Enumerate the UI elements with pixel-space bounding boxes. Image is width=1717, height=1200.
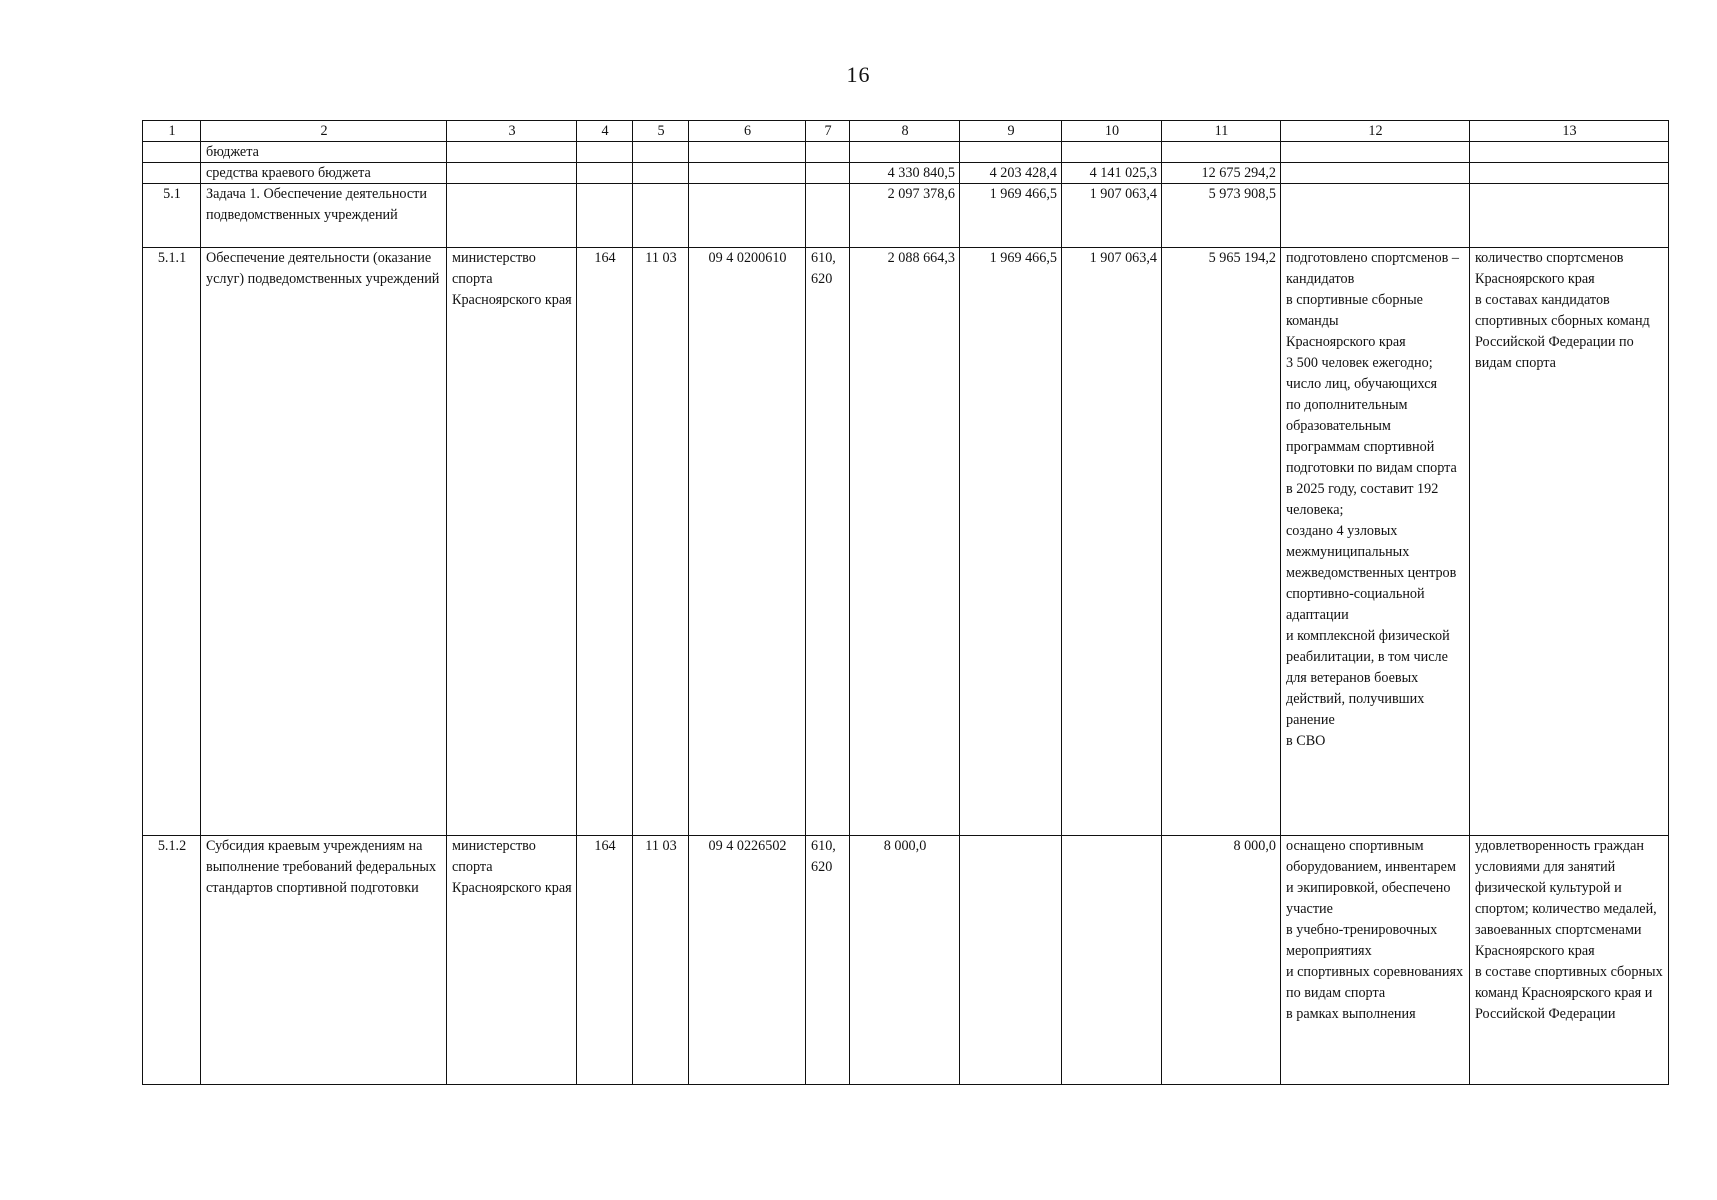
table-cell: 1 969 466,5 xyxy=(960,248,1062,836)
column-number: 5 xyxy=(633,121,689,142)
column-number: 4 xyxy=(577,121,633,142)
column-number: 6 xyxy=(689,121,806,142)
table-cell xyxy=(633,142,689,163)
table-cell: Субсидия краевым учреждениям на выполнение требований федеральных стандартов спортивной подготовки xyxy=(201,836,447,1085)
table-cell: министерство спорта Красноярского края xyxy=(447,248,577,836)
table-cell: 5.1 xyxy=(143,184,201,248)
table-cell xyxy=(1281,163,1470,184)
table-cell: 610, 620 xyxy=(806,836,850,1085)
column-number: 8 xyxy=(850,121,960,142)
column-number-row xyxy=(143,121,1669,142)
table-cell xyxy=(1062,836,1162,1085)
table-cell: 164 xyxy=(577,248,633,836)
column-number: 10 xyxy=(1062,121,1162,142)
table-cell: 09 4 0200610 xyxy=(689,248,806,836)
table-cell xyxy=(1281,142,1470,163)
table-cell: 1 907 063,4 xyxy=(1062,184,1162,248)
table-cell xyxy=(577,163,633,184)
table-cell xyxy=(1062,142,1162,163)
column-number: 7 xyxy=(806,121,850,142)
table-row xyxy=(143,163,1669,184)
table-cell: бюджета xyxy=(201,142,447,163)
table-cell: удовлетворенность граждан условиями для занятий физической культурой и спортом; количество медалей, завоеванных спортсменами Красноярского края в составе спортивных сборных команд Красноярского края и Российской Федерации xyxy=(1470,836,1669,1085)
table-cell xyxy=(577,142,633,163)
table-cell: Обеспечение деятельности (оказание услуг) подведомственных учреждений xyxy=(201,248,447,836)
table-cell: 5 973 908,5 xyxy=(1162,184,1281,248)
table-cell xyxy=(806,163,850,184)
table-cell xyxy=(1470,163,1669,184)
table-cell: 2 097 378,6 xyxy=(850,184,960,248)
table-cell: количество спортсменов Красноярского края в составах кандидатов спортивных сборных команд Российской Федерации по видам спорта xyxy=(1470,248,1669,836)
table-cell xyxy=(689,142,806,163)
table-cell xyxy=(850,142,960,163)
column-number: 1 xyxy=(143,121,201,142)
table-row xyxy=(143,248,1669,836)
table-cell: Задача 1. Обеспечение деятельности подведомственных учреждений xyxy=(201,184,447,248)
table-cell xyxy=(1470,142,1669,163)
table-cell xyxy=(447,163,577,184)
budget-table xyxy=(142,120,1669,1085)
table-cell: 8 000,0 xyxy=(1162,836,1281,1085)
table-cell: оснащено спортивным оборудованием, инвентарем и экипировкой, обеспечено участие в учебно-тренировочных мероприятиях и спортивных соревнованиях по видам спорта в рамках выполнения xyxy=(1281,836,1470,1085)
column-number: 9 xyxy=(960,121,1062,142)
table-row xyxy=(143,184,1669,248)
table-cell: 1 969 466,5 xyxy=(960,184,1062,248)
table-cell: 5.1.1 xyxy=(143,248,201,836)
table-cell xyxy=(1162,142,1281,163)
table-cell: 5.1.2 xyxy=(143,836,201,1085)
table-cell xyxy=(689,184,806,248)
table-cell xyxy=(143,163,201,184)
page-number: 16 xyxy=(846,62,871,87)
column-number: 11 xyxy=(1162,121,1281,142)
table-cell: 164 xyxy=(577,836,633,1085)
table-cell: 2 088 664,3 xyxy=(850,248,960,836)
table-cell xyxy=(447,184,577,248)
table-cell xyxy=(960,142,1062,163)
table-cell: 12 675 294,2 xyxy=(1162,163,1281,184)
table-cell: 09 4 0226502 xyxy=(689,836,806,1085)
table-cell xyxy=(1281,184,1470,248)
table-cell xyxy=(633,163,689,184)
table-cell: 4 141 025,3 xyxy=(1062,163,1162,184)
column-number: 13 xyxy=(1470,121,1669,142)
table-cell: 8 000,0 xyxy=(850,836,960,1085)
table-row xyxy=(143,836,1669,1085)
table-cell: 1 907 063,4 xyxy=(1062,248,1162,836)
table-cell xyxy=(960,836,1062,1085)
table-cell xyxy=(806,184,850,248)
table-cell: 610, 620 xyxy=(806,248,850,836)
table-cell xyxy=(1470,184,1669,248)
table-cell: 5 965 194,2 xyxy=(1162,248,1281,836)
table-row xyxy=(143,142,1669,163)
table-cell: 11 03 xyxy=(633,248,689,836)
table-cell: министерство спорта Красноярского края xyxy=(447,836,577,1085)
table-cell: средства краевого бюджета xyxy=(201,163,447,184)
table-cell xyxy=(447,142,577,163)
table-cell: 4 203 428,4 xyxy=(960,163,1062,184)
table-cell xyxy=(689,163,806,184)
column-number: 12 xyxy=(1281,121,1470,142)
table-cell xyxy=(143,142,201,163)
table-cell: 11 03 xyxy=(633,836,689,1085)
column-number: 3 xyxy=(447,121,577,142)
table-cell xyxy=(633,184,689,248)
table-cell: 4 330 840,5 xyxy=(850,163,960,184)
table-cell: подготовлено спортсменов – кандидатов в спортивные сборные команды Красноярского края 3 500 человек ежегодно; число лиц, обучающихся по дополнительным образовательным программам спортивной подготовки по видам спорта в 2025 году, составит 192 человека; создано 4 узловых межмуниципальных межведомственных центров спортивно-социальной адаптации и комплексной физической реабилитации, в том числе для ветеранов боевых действий, получивших ранение в СВО xyxy=(1281,248,1470,836)
column-number: 2 xyxy=(201,121,447,142)
table-cell xyxy=(577,184,633,248)
table-cell xyxy=(806,142,850,163)
